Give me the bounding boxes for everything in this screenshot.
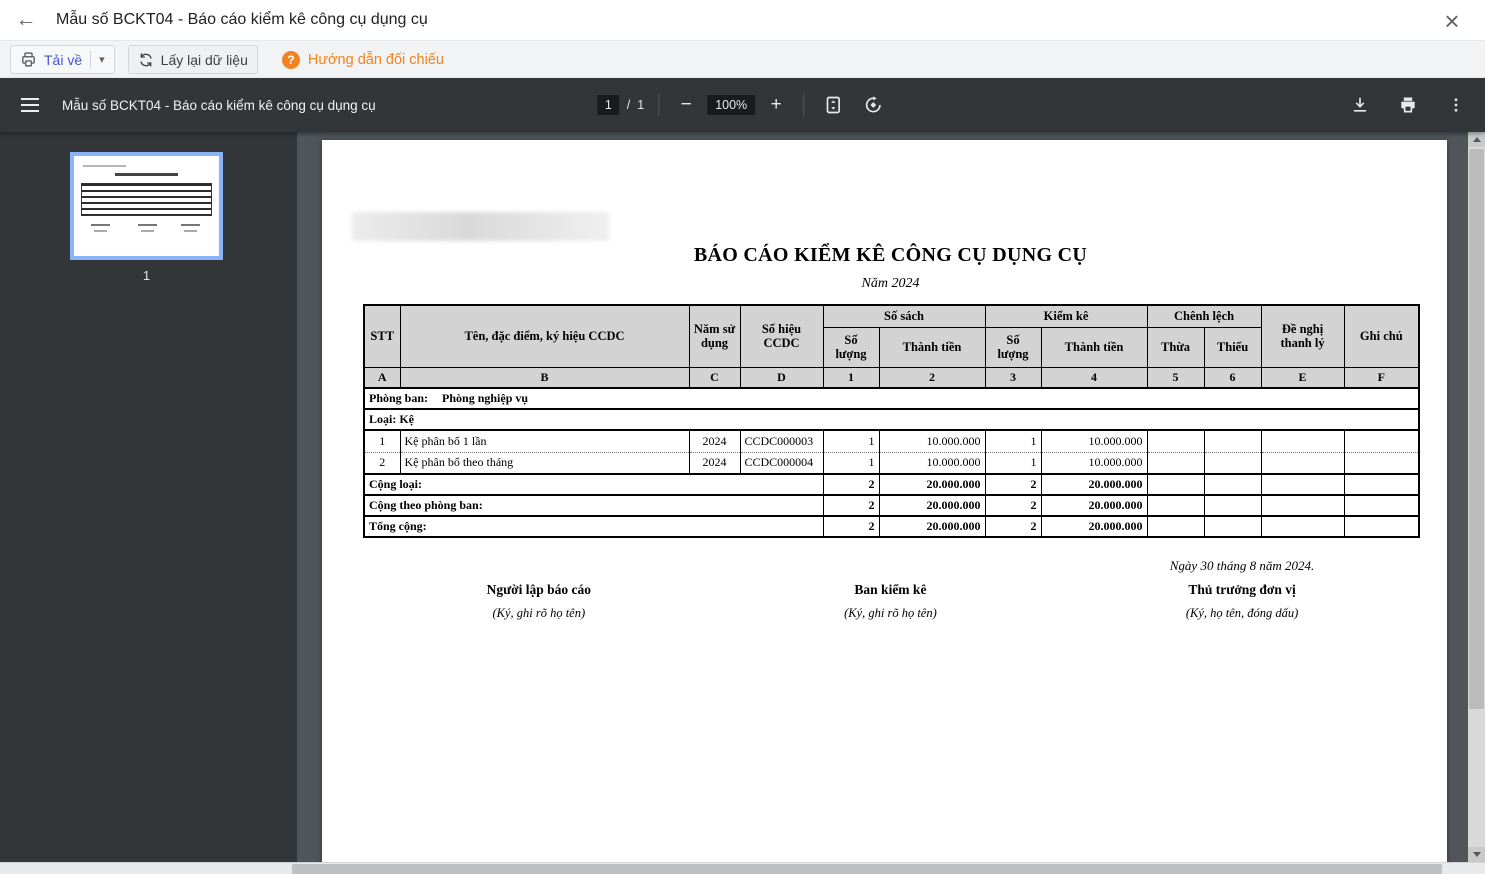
code-cell: A <box>364 367 400 388</box>
cell-inventory-amount: 10.000.000 <box>1041 430 1147 452</box>
cell-book-qty: 1 <box>823 430 879 452</box>
signature-note: (Ký, ghi rõ họ tên) <box>492 606 586 620</box>
total-inventory-qty: 2 <box>985 474 1041 495</box>
cell-stt: 2 <box>364 452 400 474</box>
document-page <box>322 140 1447 870</box>
kebab-menu-icon[interactable] <box>1441 90 1471 120</box>
header-inventory-group: Kiểm kê <box>985 305 1147 327</box>
zoom-in-button[interactable]: + <box>763 92 789 118</box>
chevron-down-icon[interactable]: ▾ <box>99 54 105 66</box>
signature-title: Thủ trưởng đơn vị <box>1188 582 1296 597</box>
department-label: Phòng ban: <box>369 391 429 405</box>
total-inventory-qty: 2 <box>985 495 1041 516</box>
signature-note: (Ký, ghi rõ họ tên) <box>844 606 937 620</box>
signature-title: Người lập báo cáo <box>486 582 592 597</box>
page-separator: / <box>626 98 631 112</box>
date-line: Ngày 30 tháng 8 năm 2024. <box>1169 558 1315 573</box>
header-note: Ghi chú <box>1344 305 1419 367</box>
document-title: BÁO CÁO KIỂM KÊ CÔNG CỤ DỤNG CỤ <box>693 244 1088 266</box>
button-divider <box>90 51 91 68</box>
table-header-row <box>364 305 1419 327</box>
reload-data-button[interactable] <box>128 45 258 74</box>
signature-title: Ban kiểm kê <box>854 582 927 597</box>
modal-header <box>0 0 1485 41</box>
pdf-toolbar <box>0 78 1485 132</box>
code-cell: D <box>740 367 823 388</box>
header-difference-group: Chênh lệch <box>1147 305 1261 327</box>
current-page-input[interactable]: 1 <box>597 95 620 115</box>
header-surplus: Thừa <box>1147 327 1204 367</box>
zoom-out-button[interactable]: − <box>673 92 699 118</box>
department-value: Phòng nghiệp vụ <box>442 391 529 405</box>
cell-note <box>1344 430 1419 452</box>
total-inventory-qty: 2 <box>985 516 1041 537</box>
total-row-grand <box>364 516 1419 537</box>
cell-note <box>1344 452 1419 474</box>
scroll-up-arrow[interactable] <box>1468 132 1485 147</box>
cell-shortage <box>1204 430 1261 452</box>
menu-icon[interactable] <box>12 87 48 123</box>
reload-label: Lấy lại dữ liệu <box>160 51 248 68</box>
cell-year: 2024 <box>689 430 740 452</box>
header-book-amount: Thành tiền <box>879 327 985 367</box>
thumbnail-preview <box>74 156 219 256</box>
total-label: Tổng cộng: <box>364 516 823 537</box>
page-controls <box>597 90 888 120</box>
inventory-table <box>363 304 1420 538</box>
header-name: Tên, đặc điểm, ký hiệu CCDC <box>400 305 689 367</box>
cell-inventory-qty: 1 <box>985 452 1041 474</box>
cell-stt: 1 <box>364 430 400 452</box>
category-label: Loại: Kệ <box>364 409 1419 430</box>
code-cell: B <box>400 367 689 388</box>
header-book-qty: Số lượng <box>823 327 879 367</box>
total-label: Cộng theo phòng ban: <box>364 495 823 516</box>
code-cell: C <box>689 367 740 388</box>
cell-code: CCDC000004 <box>740 452 823 474</box>
header-inventory-qty: Số lượng <box>985 327 1041 367</box>
total-book-qty: 2 <box>823 516 879 537</box>
scroll-down-arrow[interactable] <box>1468 847 1485 862</box>
code-cell: 3 <box>985 367 1041 388</box>
header-inventory-amount: Thành tiền <box>1041 327 1147 367</box>
total-label: Cộng loại: <box>364 474 823 495</box>
pdf-viewer <box>0 132 1485 874</box>
total-book-qty: 2 <box>823 495 879 516</box>
download-icon[interactable] <box>1345 90 1375 120</box>
cell-inventory-qty: 1 <box>985 430 1041 452</box>
total-pages: 1 <box>637 98 645 112</box>
column-code-row <box>364 367 1419 388</box>
vertical-scrollbar[interactable] <box>1468 132 1485 862</box>
cell-liquidation <box>1261 430 1344 452</box>
refresh-icon <box>138 52 154 68</box>
page-thumbnail[interactable] <box>70 152 223 260</box>
close-icon[interactable]: × <box>1444 5 1460 36</box>
total-inventory-amount: 20.000.000 <box>1041 516 1147 537</box>
signature-inventory-board <box>715 582 1067 621</box>
thumbnail-page-number: 1 <box>142 268 151 283</box>
signature-unit-head <box>1066 582 1418 621</box>
signature-preparer <box>363 582 715 621</box>
category-row <box>364 409 1419 430</box>
guide-label: Hướng dẫn đối chiếu <box>307 51 444 68</box>
signature-row <box>363 582 1418 621</box>
cell-book-amount: 10.000.000 <box>879 452 985 474</box>
toolbar-right-actions <box>1345 90 1471 120</box>
download-button[interactable] <box>10 45 115 74</box>
cell-name: Kệ phân bổ 1 lần <box>400 430 689 452</box>
action-bar <box>0 41 1485 78</box>
total-inventory-amount: 20.000.000 <box>1041 495 1147 516</box>
cell-book-amount: 10.000.000 <box>879 430 985 452</box>
zoom-level-input[interactable]: 100% <box>707 95 755 115</box>
table-row <box>364 430 1419 452</box>
header-shortage: Thiếu <box>1204 327 1261 367</box>
code-cell: 4 <box>1041 367 1147 388</box>
total-book-amount: 20.000.000 <box>879 495 985 516</box>
cell-year: 2024 <box>689 452 740 474</box>
question-circle-icon: ? <box>282 51 300 69</box>
cell-book-qty: 1 <box>823 452 879 474</box>
horizontal-scrollbar-thumb[interactable] <box>292 864 1442 874</box>
header-code: Số hiệu CCDC <box>740 305 823 367</box>
code-cell: E <box>1261 367 1344 388</box>
toolbar-divider <box>658 94 659 116</box>
download-label: Tải về <box>44 51 83 68</box>
guide-link[interactable] <box>282 51 444 69</box>
thumbnail-panel <box>0 132 297 874</box>
code-cell: 1 <box>823 367 879 388</box>
cell-name: Kệ phân bổ theo tháng <box>400 452 689 474</box>
total-row-category <box>364 474 1419 495</box>
modal-title: Mẫu số BCKT04 - Báo cáo kiểm kê công cụ dụng cụ <box>56 11 428 28</box>
total-book-amount: 20.000.000 <box>879 474 985 495</box>
vertical-scrollbar-thumb[interactable] <box>1469 149 1484 709</box>
table-row <box>364 452 1419 474</box>
total-inventory-amount: 20.000.000 <box>1041 474 1147 495</box>
cell-inventory-amount: 10.000.000 <box>1041 452 1147 474</box>
code-cell: 6 <box>1204 367 1261 388</box>
pdf-document-title: Mẫu số BCKT04 - Báo cáo kiểm kê công cụ dụng cụ <box>62 97 376 113</box>
print-icon[interactable] <box>1393 90 1423 120</box>
header-book-group: Số sách <box>823 305 985 327</box>
fit-to-page-icon[interactable] <box>818 90 848 120</box>
redacted-company-name <box>352 212 610 241</box>
document-subtitle: Năm 2024 <box>861 276 920 291</box>
header-stt: STT <box>364 305 400 367</box>
department-row <box>364 388 1419 409</box>
back-arrow-icon[interactable]: ← <box>15 8 37 31</box>
cell-surplus <box>1147 430 1204 452</box>
cell-surplus <box>1147 452 1204 474</box>
rotate-icon[interactable] <box>858 90 888 120</box>
header-year: Năm sử dụng <box>689 305 740 367</box>
total-row-department <box>364 495 1419 516</box>
cell-shortage <box>1204 452 1261 474</box>
code-cell: 2 <box>879 367 985 388</box>
toolbar-divider <box>803 94 804 116</box>
horizontal-scrollbar[interactable] <box>0 862 1485 874</box>
cell-code: CCDC000003 <box>740 430 823 452</box>
total-book-amount: 20.000.000 <box>879 516 985 537</box>
cell-liquidation <box>1261 452 1344 474</box>
signature-note: (Ký, họ tên, đóng dấu) <box>1185 606 1299 620</box>
header-liquidation: Đề nghị thanh lý <box>1261 305 1344 367</box>
total-book-qty: 2 <box>823 474 879 495</box>
printer-icon <box>20 51 37 68</box>
code-cell: F <box>1344 367 1419 388</box>
code-cell: 5 <box>1147 367 1204 388</box>
